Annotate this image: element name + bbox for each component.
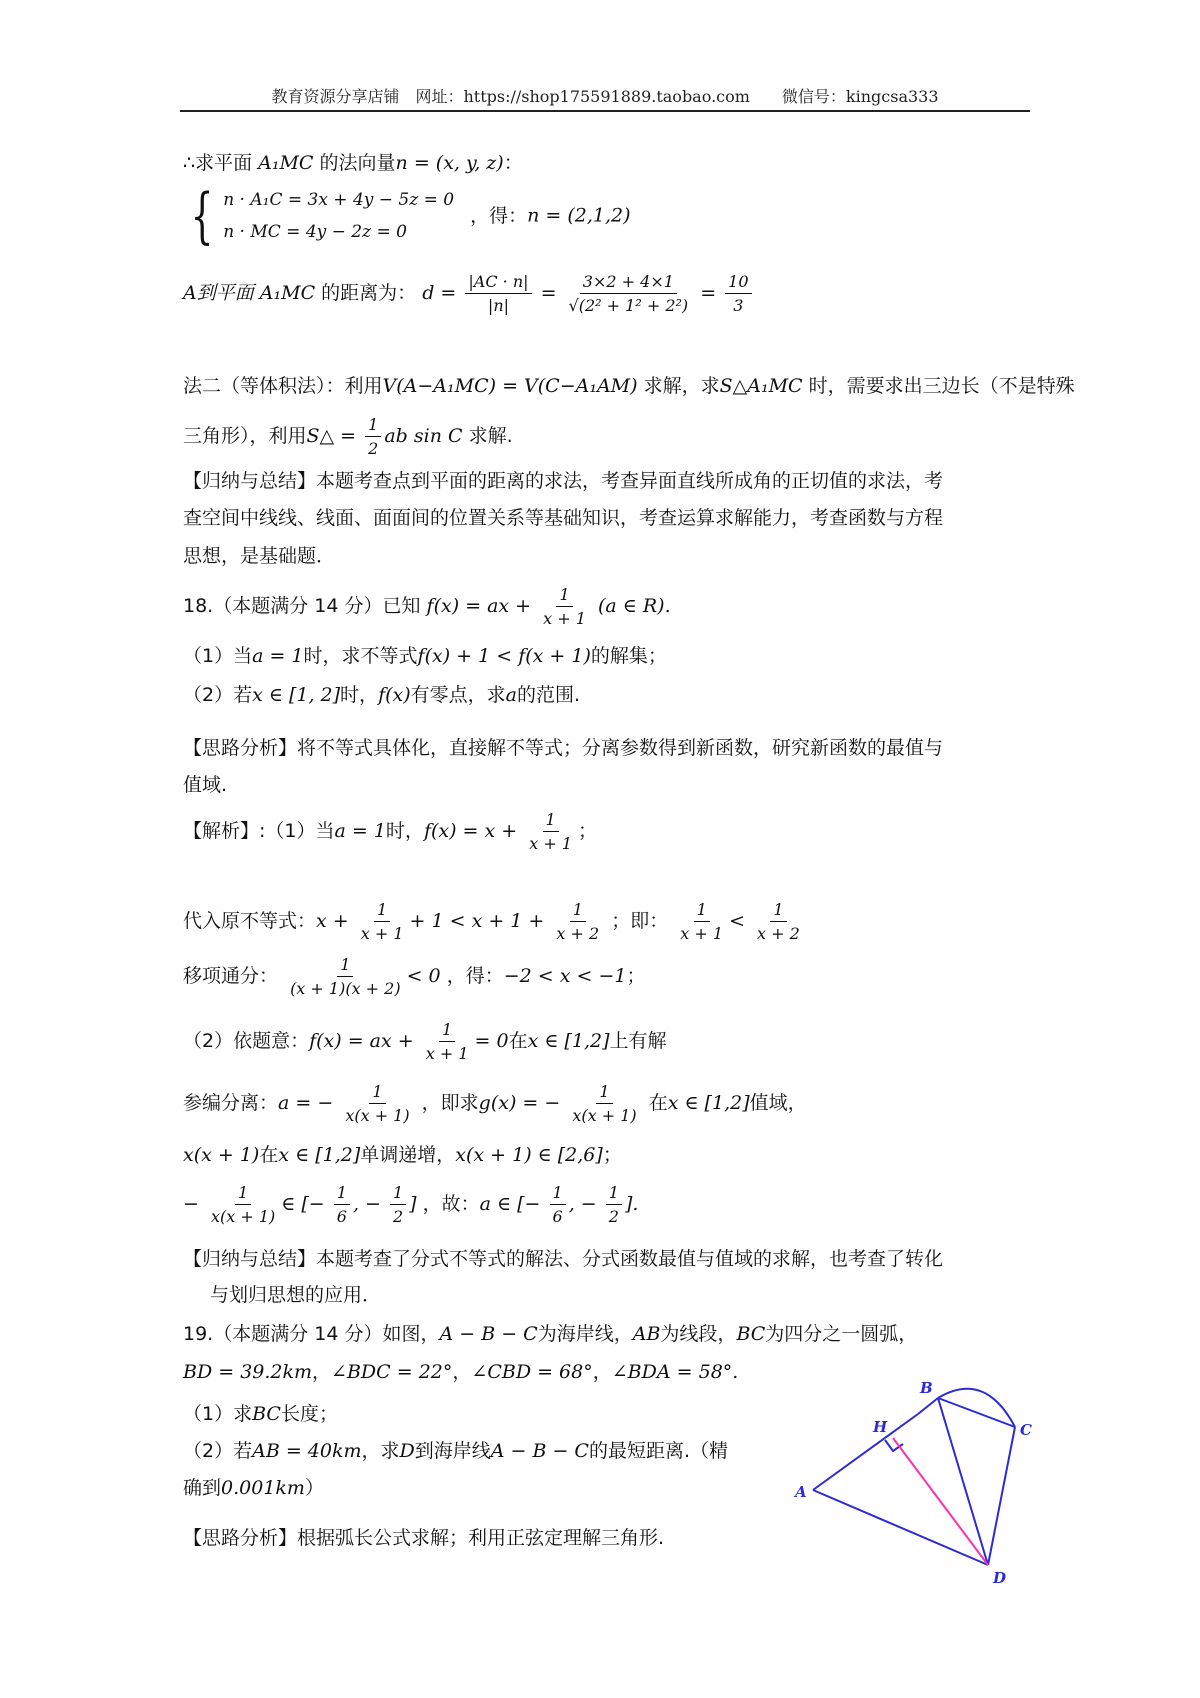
analysis-18-line-1: 【思路分析】将不等式具体化，直接解不等式；分离参数得到新函数，研究新函数的最值与 [183,737,944,759]
label-H: H [873,1418,888,1436]
problem-19-part-1: （1）求BC长度； [183,1403,338,1425]
solution-18-line-6: x(x + 1)在x ∈ [1,2]单调递增，x(x + 1) ∈ [2,6]； [183,1144,622,1166]
solution-18-line-4: （2）依题意：f(x) = ax + $\frac{1}{x + 1}$ = 0在x ∈ [1,2]上有解 [183,1020,667,1064]
summary-line-1: 【归纳与总结】本题考查点到平面的距离的求法，考查异面直线所成角的正切值的求法，考 [183,470,944,492]
solution-18-line-7: − $\frac{1}{x(x + 1)}$ ∈ [− $\frac{1}{6}$ , − $\frac{1}{2}$ ] ，故：a ∈ [− $\frac{1}{6}$ , − $\frac{1}{2}$ ]. [183,1183,639,1227]
segment-HB [918,1398,938,1414]
problem-19-part-2: （2）若AB = 40km，求D到海岸线A − B − C的最短距离.（精 [183,1440,729,1462]
problem-19-part-2-cont: 确到0.001km） [183,1477,324,1499]
label-A: A [795,1483,807,1501]
arc-BC [938,1389,1015,1427]
distance-line: A到平面 A₁MC 的距离为： d = $\frac{|AC \cdot n|}{|n|}$ = $\frac{3\times 2 + 4\times 1}{\text{√(2² + 1² + 2²)}}$ = $\frac{10}{3}$ [183,272,755,315]
problem-19-data: BD = 39.2km，∠BDC = 22°，∠CBD = 68°，∠BDA = 58°. [183,1361,739,1383]
problem-18-title: 18.（本题满分 14 分）已知 f(x) = ax + $\frac{1}{x + 1}$ (a ∈ R). [183,585,671,629]
method-two-line-2: 三角形），利用S△ = $\frac{1}{2}$ ab sin C 求解. [183,415,513,459]
label-D: D [993,1569,1007,1587]
analysis-19: 【思路分析】根据弧长公式求解；利用正弦定理解三角形. [183,1527,665,1549]
problem-18-part-2: （2）若x ∈ [1, 2]时，f(x)有零点，求a的范围. [183,684,581,706]
problem-19-title: 19.（本题满分 14 分）如图，A − B − C为海岸线，AB为线段，BC为四分之一圆弧， [183,1323,918,1345]
problem-18-part-1: （1）当a = 1时，求不等式f(x) + 1 < f(x + 1)的解集； [183,645,667,667]
equation-system: { n · A₁C = 3x + 4y − 5z = 0 n · MC = 4y − 2z = 0 ，得：n = (2,1,2) [190,181,631,251]
label-C: C [1020,1421,1032,1439]
summary-18-line-1: 【归纳与总结】本题考查了分式不等式的解法、分式函数最值与值域的求解，也考查了转化 [183,1248,944,1270]
summary-line-2: 查空间中线线、线面、面面间的位置关系等基础知识，考查运算求解能力，考查函数与方程 [183,507,944,529]
page-header: 教育资源分享店铺 网址：https://shop175591889.taobao.com 微信号：kingcsa333 [271,87,939,106]
segment-BD [938,1398,988,1565]
segment-CD [988,1427,1015,1565]
summary-line-3: 思想，是基础题． [183,545,336,567]
method-two-line: 法二（等体积法）：利用V(A−A₁MC) = V(C−A₁AM) 求解，求S△A₁MC 时，需要求出三边长（不是特殊 [183,375,1075,397]
label-B: B [920,1379,933,1397]
analysis-18-line-2: 值域. [183,774,228,796]
summary-18-line-2: 与划归思想的应用． [210,1284,382,1306]
perpendicular-DH [893,1438,988,1565]
normal-vector-line: ∴求平面 A₁MC 的法向量n = (x, y, z)： [183,152,523,174]
segment-AD [813,1490,988,1565]
segment-BC [938,1398,1015,1427]
solution-18-line-3: 移项通分： $\frac{1}{(x + 1)(x + 2)}$ < 0 ，得：−2 < x < −1； [183,955,646,999]
solution-18-line-1: 【解析】:（1）当a = 1时，f(x) = x + $\frac{1}{x + 1}$ ； [183,810,598,854]
solution-18-line-2: 代入原不等式：x + $\frac{1}{x + 1}$ + 1 < x + 1 + $\frac{1}{x + 2}$ ；即： $\frac{1}{x + 1}$ < $\frac{1}{x + 2}$ [183,900,800,944]
solution-18-line-5: 参编分离：a = − $\frac{1}{x(x + 1)}$ ，即求g(x) = − $\frac{1}{x(x + 1)}$ 在x ∈ [1,2]值域， [183,1082,807,1126]
